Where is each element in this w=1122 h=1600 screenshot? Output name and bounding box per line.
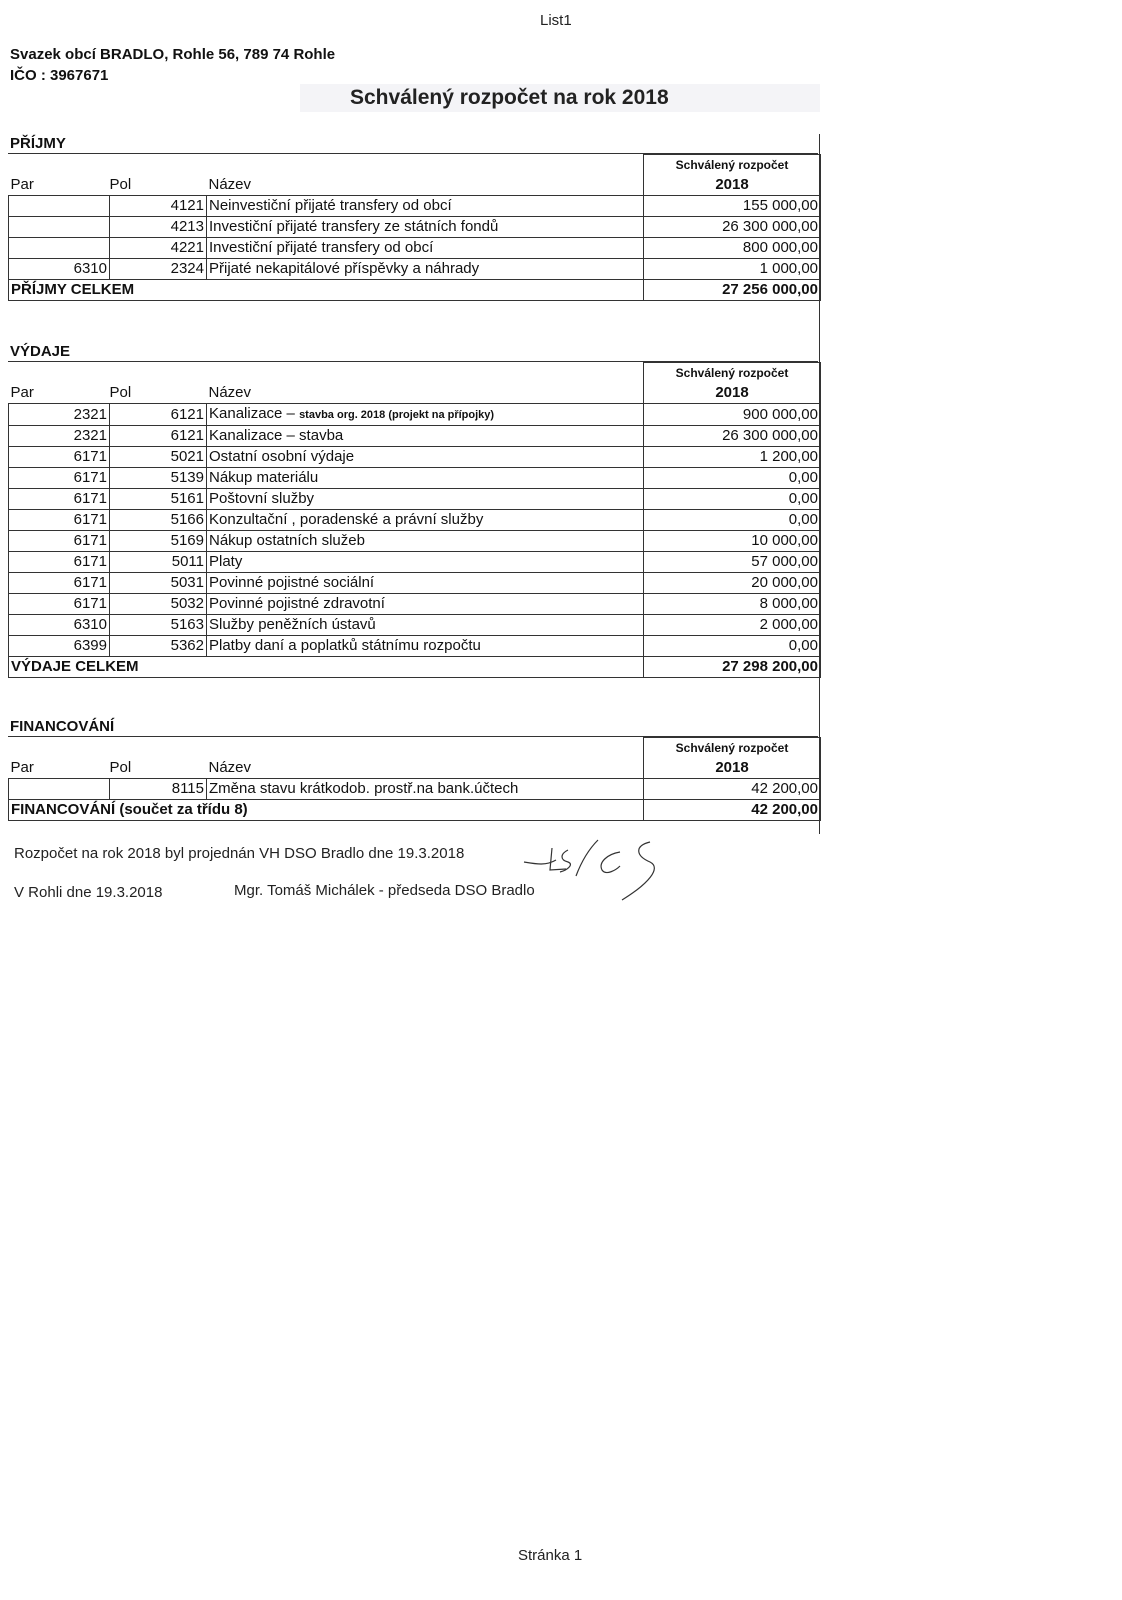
organization-ico: IČO : 3967671 [10, 67, 109, 84]
row-par: 6171 [9, 489, 110, 510]
table-row [9, 636, 821, 657]
row-pol: 5166 [110, 510, 207, 531]
row-nazev: Investiční přijaté transfery od obcí [207, 238, 644, 259]
total-amount: 42 200,00 [644, 800, 821, 821]
row-amount: 2 000,00 [644, 615, 821, 636]
total-row [9, 657, 821, 678]
total-row [9, 280, 821, 301]
row-nazev: Nákup materiálu [207, 468, 644, 489]
row-amount: 0,00 [644, 510, 821, 531]
row-pol: 4213 [110, 217, 207, 238]
row-pol: 6121 [110, 426, 207, 447]
row-pol: 4121 [110, 196, 207, 217]
row-nazev: Změna stavu krátkodob. prostř.na bank.účtech [207, 779, 644, 800]
row-nazev: Nákup ostatních služeb [207, 531, 644, 552]
place-date: V Rohli dne 19.3.2018 [14, 884, 163, 901]
row-nazev-main: Kanalizace – [209, 405, 300, 422]
row-par: 6171 [9, 468, 110, 489]
row-par: 6171 [9, 510, 110, 531]
row-pol: 5021 [110, 447, 207, 468]
row-nazev: Povinné pojistné sociální [207, 573, 644, 594]
header-nazev: Název [207, 383, 644, 404]
row-par: 6171 [9, 552, 110, 573]
row-amount: 0,00 [644, 468, 821, 489]
header-pol: Pol [110, 758, 207, 779]
row-nazev: Konzultační , poradenské a právní služby [207, 510, 644, 531]
row-par [9, 196, 110, 217]
row-par: 2321 [9, 426, 110, 447]
row-amount: 42 200,00 [644, 779, 821, 800]
row-nazev: Poštovní služby [207, 489, 644, 510]
section-title-prijmy: PŘÍJMY [10, 135, 66, 152]
header-year: 2018 [644, 175, 821, 196]
row-pol: 5032 [110, 594, 207, 615]
row-amount: 20 000,00 [644, 573, 821, 594]
row-pol: 4221 [110, 238, 207, 259]
row-par: 6399 [9, 636, 110, 657]
table-row [9, 573, 821, 594]
header-amount-label: Schválený rozpočet [644, 363, 821, 384]
section-title-financovani: FINANCOVÁNÍ [10, 718, 115, 735]
organization-header [10, 44, 335, 86]
table-row [9, 531, 821, 552]
row-pol: 6121 [110, 404, 207, 426]
table-row [9, 217, 821, 238]
table-vydaje [8, 362, 821, 678]
sheet-name: List1 [540, 12, 572, 29]
table-row [9, 510, 821, 531]
table-row [9, 615, 821, 636]
table-header-row [9, 175, 821, 196]
organization-name: Svazek obcí BRADLO, Rohle 56, 789 74 Rohle [10, 46, 336, 63]
row-amount: 0,00 [644, 489, 821, 510]
header-year: 2018 [644, 758, 821, 779]
total-label: VÝDAJE CELKEM [9, 657, 644, 678]
total-label: PŘÍJMY CELKEM [9, 280, 644, 301]
row-par: 2321 [9, 404, 110, 426]
header-par: Par [9, 383, 110, 404]
row-pol: 5163 [110, 615, 207, 636]
table-row [9, 238, 821, 259]
row-nazev: Investiční přijaté transfery ze státních fondů [207, 217, 644, 238]
row-par [9, 779, 110, 800]
signature-icon [516, 836, 676, 916]
total-row [9, 800, 821, 821]
row-par: 6171 [9, 573, 110, 594]
table-header-row [9, 155, 821, 176]
table-row [9, 468, 821, 489]
table-row [9, 447, 821, 468]
header-pol: Pol [110, 175, 207, 196]
row-pol: 5011 [110, 552, 207, 573]
table-row [9, 779, 821, 800]
table-row [9, 404, 821, 426]
row-par [9, 217, 110, 238]
header-nazev: Název [207, 175, 644, 196]
table-header-row [9, 738, 821, 759]
row-pol: 8115 [110, 779, 207, 800]
table-header-row [9, 383, 821, 404]
header-year: 2018 [644, 383, 821, 404]
row-pol: 5169 [110, 531, 207, 552]
row-par: 6171 [9, 594, 110, 615]
row-par: 6310 [9, 259, 110, 280]
row-amount: 155 000,00 [644, 196, 821, 217]
row-par: 6310 [9, 615, 110, 636]
table-financovani [8, 737, 821, 821]
row-par [9, 238, 110, 259]
header-pol: Pol [110, 383, 207, 404]
row-amount: 1 000,00 [644, 259, 821, 280]
total-amount: 27 256 000,00 [644, 280, 821, 301]
row-pol: 5139 [110, 468, 207, 489]
row-amount: 8 000,00 [644, 594, 821, 615]
header-par: Par [9, 175, 110, 196]
table-row [9, 196, 821, 217]
row-amount: 26 300 000,00 [644, 426, 821, 447]
header-amount-label: Schválený rozpočet [644, 738, 821, 759]
table-header-row [9, 758, 821, 779]
table-row [9, 259, 821, 280]
row-nazev: Neinvestiční přijaté transfery od obcí [207, 196, 644, 217]
row-amount: 1 200,00 [644, 447, 821, 468]
header-par: Par [9, 758, 110, 779]
header-amount-label: Schválený rozpočet [644, 155, 821, 176]
table-row [9, 594, 821, 615]
row-nazev: Platy [207, 552, 644, 573]
row-nazev-note: stavba org. 2018 (projekt na přípojky) [299, 409, 495, 421]
table-row [9, 489, 821, 510]
row-amount: 26 300 000,00 [644, 217, 821, 238]
table-header-row [9, 363, 821, 384]
row-par: 6171 [9, 531, 110, 552]
row-nazev: Služby peněžních ústavů [207, 615, 644, 636]
total-amount: 27 298 200,00 [644, 657, 821, 678]
row-nazev: Povinné pojistné zdravotní [207, 594, 644, 615]
row-amount: 57 000,00 [644, 552, 821, 573]
row-pol: 5031 [110, 573, 207, 594]
row-pol: 5161 [110, 489, 207, 510]
row-amount: 800 000,00 [644, 238, 821, 259]
document-title: Schválený rozpočet na rok 2018 [350, 86, 669, 109]
row-pol: 5362 [110, 636, 207, 657]
row-nazev: Ostatní osobní výdaje [207, 447, 644, 468]
signatory: Mgr. Tomáš Michálek - předseda DSO Bradlo [234, 882, 535, 899]
row-amount: 10 000,00 [644, 531, 821, 552]
page-number: Stránka 1 [518, 1547, 583, 1564]
row-nazev: Platby daní a poplatků státnímu rozpočtu [207, 636, 644, 657]
approval-note: Rozpočet na rok 2018 byl projednán VH DSO Bradlo dne 19.3.2018 [14, 845, 465, 862]
table-row [9, 426, 821, 447]
row-amount: 0,00 [644, 636, 821, 657]
section-title-vydaje: VÝDAJE [10, 343, 71, 360]
row-nazev: Přijaté nekapitálové příspěvky a náhrady [207, 259, 644, 280]
header-nazev: Název [207, 758, 644, 779]
table-prijmy [8, 154, 821, 301]
row-nazev [207, 404, 644, 426]
table-row [9, 552, 821, 573]
row-par: 6171 [9, 447, 110, 468]
row-pol: 2324 [110, 259, 207, 280]
row-amount: 900 000,00 [644, 404, 821, 426]
total-label: FINANCOVÁNÍ (součet za třídu 8) [9, 800, 644, 821]
row-nazev: Kanalizace – stavba [207, 426, 644, 447]
